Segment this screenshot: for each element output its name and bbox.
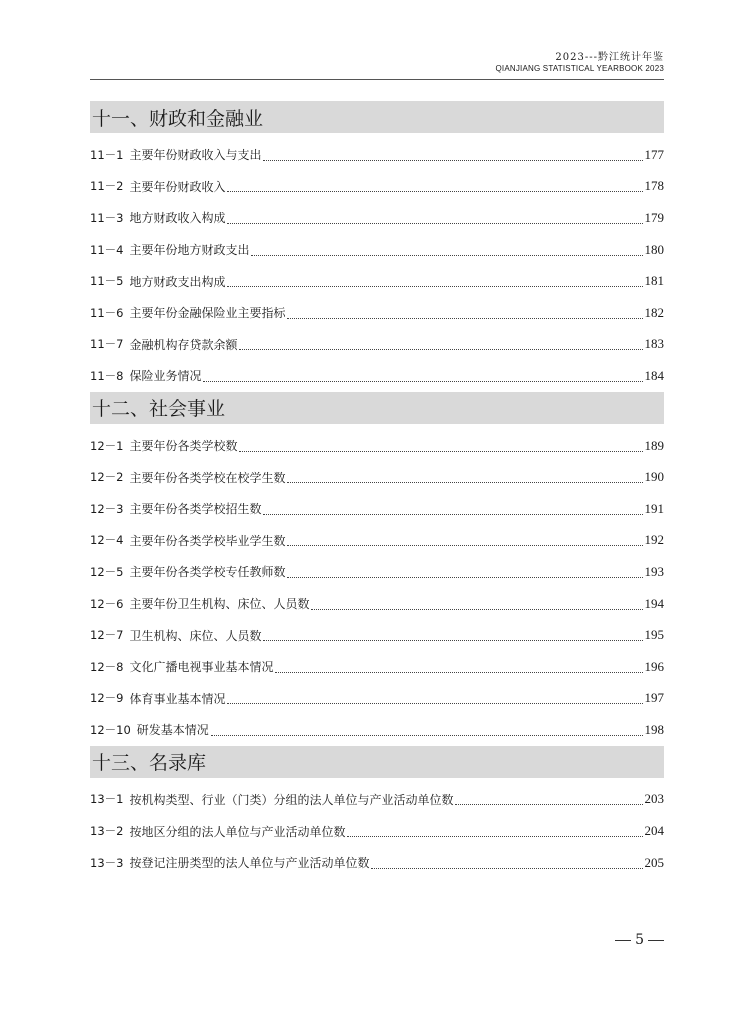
entry-title: 主要年份金融保险业主要指标	[129, 306, 286, 321]
dot-leader	[239, 348, 642, 350]
entry-title: 按机构类型、行业（门类）分组的法人单位与产业活动单位数	[129, 792, 454, 807]
entry-number: 11－6	[90, 305, 124, 320]
entry-number: 12－7	[90, 628, 124, 643]
entry-title: 主要年份地方财政支出	[129, 243, 250, 258]
dot-leader	[239, 450, 642, 452]
entry-number: 12－10	[90, 722, 131, 737]
entry-page-number: 178	[644, 178, 664, 194]
running-header	[495, 52, 664, 74]
toc-entry[interactable]	[90, 525, 664, 557]
entry-number: 11－5	[90, 274, 124, 289]
toc-entry[interactable]	[90, 360, 664, 392]
dot-leader	[371, 867, 642, 869]
toc-entry[interactable]	[90, 234, 664, 266]
footer-dash-right	[648, 940, 664, 941]
entry-number: 12－4	[90, 533, 124, 548]
entry-page-number: 179	[644, 209, 664, 225]
entry-page-number: 189	[644, 437, 664, 453]
toc-entry[interactable]	[90, 461, 664, 493]
entry-title: 主要年份各类学校专任教师数	[129, 565, 286, 580]
dot-leader	[227, 190, 642, 192]
entry-number: 11－7	[90, 337, 124, 352]
dot-leader	[347, 835, 642, 837]
entry-page-number: 183	[644, 336, 664, 352]
dot-leader	[263, 513, 642, 515]
entry-title: 主要年份财政收入	[129, 179, 226, 194]
entry-number: 12－1	[90, 438, 124, 453]
entry-number: 12－2	[90, 470, 124, 485]
dot-leader	[287, 576, 642, 578]
entry-title: 研发基本情况	[136, 723, 209, 738]
footer-dash-left	[615, 940, 631, 941]
toc-entry[interactable]	[90, 847, 664, 879]
entry-title: 主要年份卫生机构、床位、人员数	[129, 597, 310, 612]
dot-leader	[287, 544, 642, 546]
page-footer	[615, 932, 664, 948]
toc-entry[interactable]	[90, 139, 664, 171]
entry-number: 11－4	[90, 242, 124, 257]
entry-page-number: 180	[644, 241, 664, 257]
entry-title: 地方财政支出构成	[129, 274, 226, 289]
toc-section	[90, 746, 664, 879]
dot-leader	[227, 702, 642, 704]
toc-entry[interactable]	[90, 493, 664, 525]
toc-entry[interactable]	[90, 714, 664, 746]
entry-number: 13－2	[90, 824, 124, 839]
dot-leader	[287, 317, 642, 319]
entry-page-number: 184	[644, 367, 664, 383]
toc-entry[interactable]	[90, 265, 664, 297]
toc-entry[interactable]	[90, 171, 664, 203]
toc-entry[interactable]	[90, 784, 664, 816]
toc-section	[90, 392, 664, 746]
toc-entry[interactable]	[90, 556, 664, 588]
entry-number: 11－3	[90, 210, 124, 225]
toc-entry[interactable]	[90, 329, 664, 361]
entry-page-number: 195	[644, 627, 664, 643]
entry-number: 12－5	[90, 564, 124, 579]
entry-number: 12－3	[90, 501, 124, 516]
toc-entry[interactable]	[90, 430, 664, 462]
entry-title: 主要年份各类学校毕业学生数	[129, 533, 286, 548]
entry-number: 12－9	[90, 691, 124, 706]
entry-title: 主要年份各类学校数	[129, 439, 238, 454]
entry-page-number: 194	[644, 595, 664, 611]
entry-page-number: 191	[644, 500, 664, 516]
toc-entry[interactable]	[90, 619, 664, 651]
entry-page-number: 181	[644, 273, 664, 289]
dot-leader	[287, 481, 642, 483]
header-title-cn: 2023---黔江统计年鉴	[555, 52, 664, 63]
entry-title: 体育事业基本情况	[129, 691, 226, 706]
entry-number: 11－8	[90, 368, 124, 383]
dot-leader	[275, 671, 642, 673]
entry-title: 卫生机构、床位、人员数	[129, 628, 262, 643]
dot-leader	[311, 608, 642, 610]
entry-page-number: 205	[644, 854, 664, 870]
entry-number: 13－1	[90, 792, 124, 807]
toc-entry[interactable]	[90, 815, 664, 847]
entry-page-number: 204	[644, 823, 664, 839]
entry-page-number: 182	[644, 304, 664, 320]
entry-title: 主要年份各类学校招生数	[129, 502, 262, 517]
entry-page-number: 203	[644, 791, 664, 807]
dot-leader	[227, 285, 642, 287]
section-heading: 十一、财政和金融业	[90, 101, 664, 133]
entry-title: 按登记注册类型的法人单位与产业活动单位数	[129, 856, 370, 871]
section-heading: 十三、名录库	[90, 746, 664, 778]
dot-leader	[251, 254, 642, 256]
entry-title: 保险业务情况	[129, 369, 202, 384]
toc-entry[interactable]	[90, 683, 664, 715]
toc-entry[interactable]	[90, 651, 664, 683]
entry-page-number: 198	[644, 721, 664, 737]
entry-title: 金融机构存贷款余额	[129, 337, 238, 352]
toc-section	[90, 101, 664, 392]
entry-title: 地方财政收入构成	[129, 211, 226, 226]
entry-page-number: 196	[644, 658, 664, 674]
entry-number: 11－2	[90, 179, 124, 194]
entry-title: 主要年份各类学校在校学生数	[129, 470, 286, 485]
dot-leader	[263, 639, 642, 641]
dot-leader	[227, 222, 642, 224]
entry-page-number: 192	[644, 532, 664, 548]
toc-entry[interactable]	[90, 297, 664, 329]
entry-number: 11－1	[90, 147, 124, 162]
entry-page-number: 190	[644, 469, 664, 485]
toc-entry[interactable]	[90, 588, 664, 620]
dot-leader	[203, 380, 642, 382]
dot-leader	[263, 159, 642, 161]
entry-page-number: 177	[644, 146, 664, 162]
entry-page-number: 193	[644, 563, 664, 579]
entry-number: 12－8	[90, 659, 124, 674]
section-heading: 十二、社会事业	[90, 392, 664, 424]
entry-page-number: 197	[644, 690, 664, 706]
entry-title: 文化广播电视事业基本情况	[129, 660, 274, 675]
header-title-en: QIANJIANG STATISTICAL YEARBOOK 2023	[495, 64, 664, 73]
entry-number: 12－6	[90, 596, 124, 611]
entry-title: 按地区分组的法人单位与产业活动单位数	[129, 824, 346, 839]
toc-entry[interactable]	[90, 202, 664, 234]
entry-title: 主要年份财政收入与支出	[129, 148, 262, 163]
entry-number: 13－3	[90, 855, 124, 870]
header-divider	[90, 79, 664, 80]
table-of-contents	[90, 101, 664, 878]
dot-leader	[211, 734, 643, 736]
page-number: 5	[635, 932, 644, 948]
dot-leader	[455, 803, 642, 805]
